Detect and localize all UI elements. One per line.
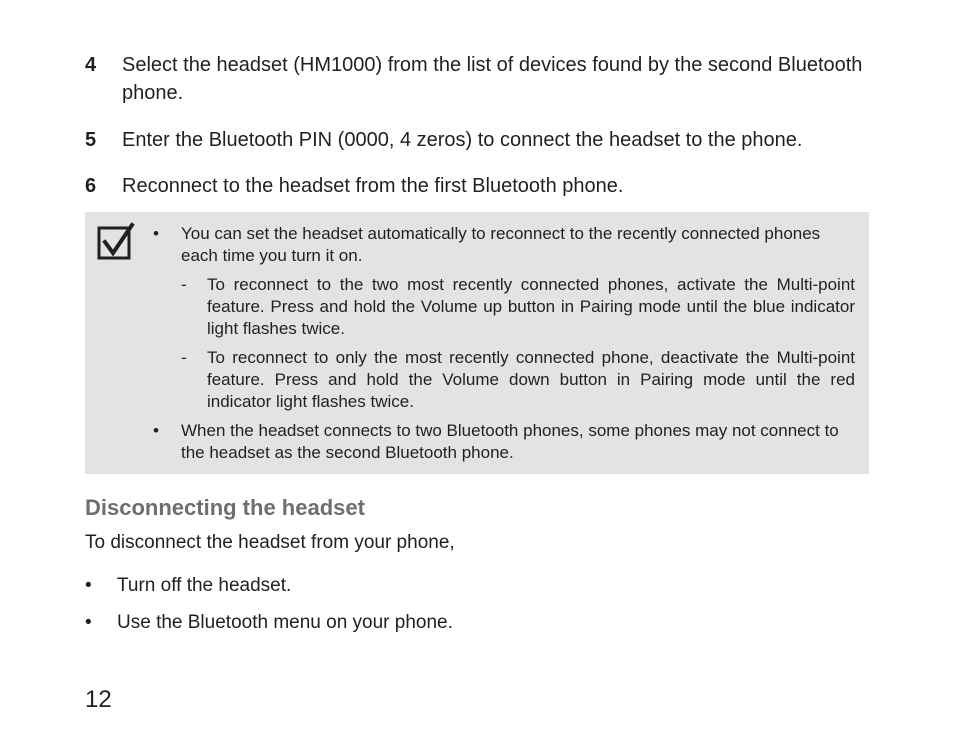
step-text: Enter the Bluetooth PIN (0000, 4 zeros) to connect the headset to the phone. bbox=[122, 129, 803, 151]
bullet-mark: • bbox=[85, 575, 92, 596]
step-number: 6 bbox=[85, 175, 97, 197]
bullet-mark: • bbox=[85, 612, 92, 633]
step-text: Reconnect to the headset from the first Bluetooth phone. bbox=[122, 175, 624, 197]
section-heading: Disconnecting the headset bbox=[85, 495, 365, 520]
page-number: 12 bbox=[85, 686, 112, 713]
dash-mark: - bbox=[181, 348, 187, 367]
note-list bbox=[153, 223, 855, 464]
note-sub-item bbox=[153, 274, 855, 340]
checkbox-check-icon bbox=[97, 222, 135, 262]
bullet-mark: • bbox=[153, 224, 159, 243]
note-bullet-text: You can set the headset automatically to reconnect to the recently connected phones each time you turn it on. bbox=[181, 224, 821, 265]
note-sub-text: To reconnect to the two most recently connected phones, activate the Multi-point feature. Press and hold the Volume up button in Pairing mode until the blue indicator light flashes twice. bbox=[207, 275, 855, 338]
list-item-text: Turn off the headset. bbox=[117, 575, 292, 596]
step-4 bbox=[85, 51, 875, 107]
step-text: Select the headset (HM1000) from the list of devices found by the second Bluetooth phone. bbox=[122, 54, 863, 104]
note-bullet-text: When the headset connects to two Bluetooth phones, some phones may not connect to the headset as the second Bluetooth phone. bbox=[181, 421, 839, 462]
step-5 bbox=[85, 126, 875, 154]
step-6 bbox=[85, 172, 875, 200]
step-number: 4 bbox=[85, 54, 97, 76]
list-item bbox=[85, 612, 453, 634]
note-box bbox=[85, 212, 869, 474]
step-number: 5 bbox=[85, 129, 97, 151]
note-sub-text: To reconnect to only the most recently connected phone, deactivate the Multi-point feature. Press and hold the Volume down button in Pairing mode until the red indicator light flashes twice. bbox=[207, 348, 855, 411]
list-item-text: Use the Bluetooth menu on your phone. bbox=[117, 612, 453, 633]
note-bullet-item bbox=[153, 420, 855, 464]
list-item bbox=[85, 575, 291, 597]
note-sub-item bbox=[153, 347, 855, 413]
bullet-mark: • bbox=[153, 421, 159, 440]
dash-mark: - bbox=[181, 275, 187, 294]
section-intro: To disconnect the headset from your phone, bbox=[85, 532, 455, 553]
note-bullet-item bbox=[153, 223, 855, 267]
